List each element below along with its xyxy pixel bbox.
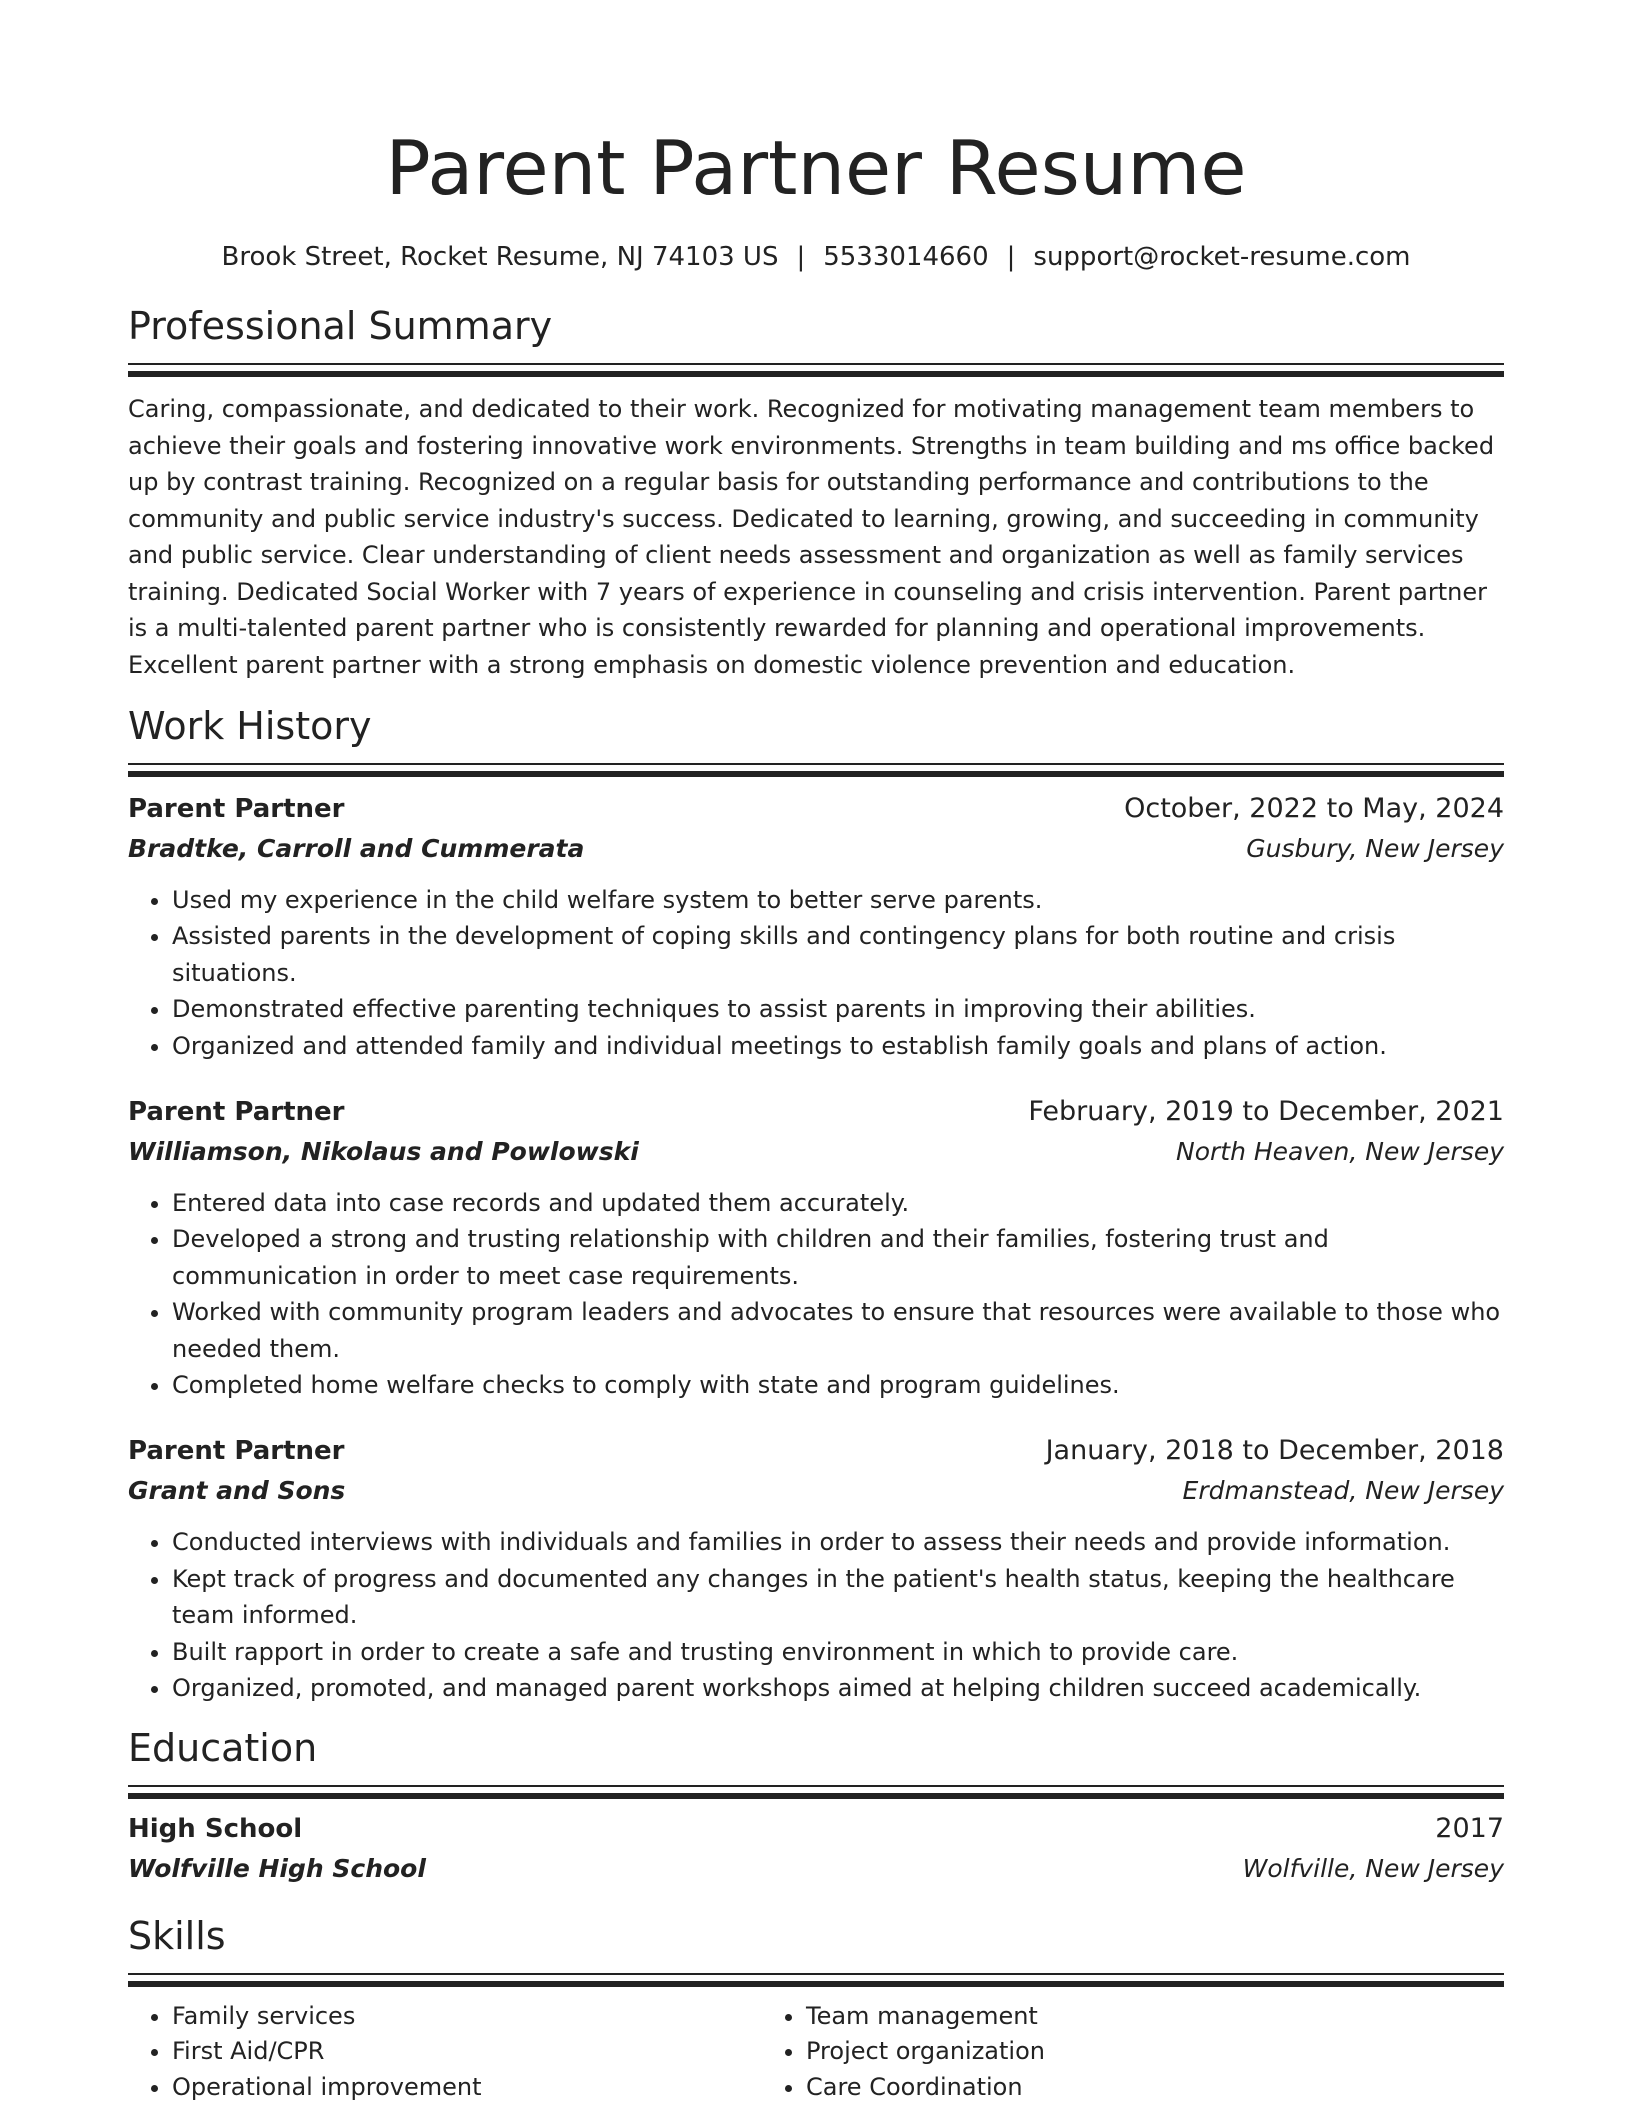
contact-phone: 5533014660 (823, 242, 989, 272)
education-entry (128, 1809, 1504, 1889)
section-heading-education: Education (128, 1725, 318, 1770)
work-history-section (128, 703, 1504, 1707)
section-heading-summary: Professional Summary (128, 304, 553, 348)
list-item: • Entered data into case records and updated them accurately. (172, 1185, 1504, 1221)
job-dates: February, 2019 to December, 2021 (1028, 1096, 1504, 1128)
contact-email: support@rocket-resume.com (1033, 242, 1411, 272)
education-header (128, 1809, 1504, 1849)
contact-separator: | (796, 242, 806, 272)
skills-list-right (762, 1999, 1396, 2106)
list-item: • Demonstrated effective parenting techniques to assist parents in improving their abilities. (172, 991, 1504, 1027)
job-dates: January, 2018 to December, 2018 (1045, 1435, 1504, 1467)
job-title: Parent Partner (128, 1097, 345, 1128)
job-bullets (128, 882, 1504, 1064)
skills-list-left (128, 1999, 762, 2106)
job-title: Parent Partner (128, 1436, 345, 1467)
list-item: • First Aid/CPR (172, 2034, 762, 2070)
job-bullets (128, 1524, 1504, 1706)
job-header (128, 1092, 1504, 1132)
education-school: Wolfville High School (128, 1853, 426, 1883)
list-item: • Developed a strong and trusting relationship with children and their families, fostering trust and communication in order to meet case requirements. (172, 1221, 1504, 1294)
job-company: Bradtke, Carroll and Cummerata (128, 834, 585, 863)
skills-section (128, 1913, 1504, 2106)
list-item: • Organized and attended family and individual meetings to establish family goals and plans of action. (172, 1028, 1504, 1064)
list-item: • Conducted interviews with individuals and families in order to assess their needs and provide information. (172, 1524, 1504, 1560)
education-degree: High School (128, 1813, 303, 1844)
job-entry (128, 789, 1504, 1064)
list-item: • Project organization (806, 2034, 1396, 2070)
job-header (128, 789, 1504, 829)
job-location: North Heaven, New Jersey (1176, 1137, 1504, 1167)
job-header (128, 1431, 1504, 1471)
list-item: • Care Coordination (806, 2070, 1396, 2106)
education-subheader (128, 1849, 1504, 1889)
education-section (128, 1725, 1504, 1889)
job-entry (128, 1431, 1504, 1706)
summary-section (128, 303, 1504, 683)
education-year: 2017 (1435, 1812, 1504, 1844)
contact-separator: | (1006, 242, 1016, 272)
education-location: Wolfville, New Jersey (1242, 1853, 1504, 1883)
list-item: • Kept track of progress and documented any changes in the patient's health status, keeping the healthcare team informed. (172, 1561, 1504, 1634)
job-dates: October, 2022 to May, 2024 (1124, 793, 1504, 824)
list-item: • Assisted parents in the development of coping skills and contingency plans for both routine and crisis situations. (172, 918, 1504, 991)
section-divider (128, 1973, 1504, 1983)
job-subheader (128, 1132, 1504, 1172)
list-item: • Built rapport in order to create a safe and trusting environment in which to provide care. (172, 1634, 1504, 1670)
job-entry (128, 1092, 1504, 1403)
list-item: • Organized, promoted, and managed parent workshops aimed at helping children succeed academically. (172, 1670, 1504, 1706)
contact-line (128, 240, 1504, 274)
resume-title: Parent Partner Resume (385, 124, 1247, 212)
list-item: • Operational improvement (172, 2070, 762, 2106)
job-subheader (128, 1471, 1504, 1511)
job-location: Gusbury, New Jersey (1246, 834, 1504, 863)
section-divider (128, 1785, 1504, 1795)
job-location: Erdmanstead, New Jersey (1182, 1476, 1504, 1506)
section-divider (128, 363, 1504, 373)
list-item: • Team management (806, 1999, 1396, 2035)
list-item: • Used my experience in the child welfare system to better serve parents. (172, 882, 1504, 918)
contact-address: Brook Street, Rocket Resume, NJ 74103 US (221, 242, 779, 272)
list-item: • Family services (172, 1999, 762, 2035)
job-title: Parent Partner (128, 794, 345, 824)
section-heading-skills: Skills (128, 1913, 226, 1958)
job-company: Williamson, Nikolaus and Powlowski (128, 1137, 639, 1167)
job-company: Grant and Sons (128, 1476, 346, 1506)
summary-text: Caring, compassionate, and dedicated to their work. Recognized for motivating management team members to achieve their goals and fostering innovative work environments. Strengths in team building and ms office backed up by contrast training. Recognized on a regular basis for outstanding performance and contributions to the community and public service industry's success. Dedicated to learning, growing, and succeeding in community and public service. Clear understanding of client needs assessment and organization as well as family services training. Dedicated Social Worker with 7 years of experience in counseling and crisis intervention. Parent partner is a multi-talented parent partner who is consistently rewarded for planning and operational improvements. Excellent parent partner with a strong emphasis on domestic violence prevention and education. (128, 395, 1495, 679)
section-divider (128, 763, 1504, 773)
skills-columns (128, 1999, 1504, 2106)
job-bullets (128, 1185, 1504, 1403)
section-heading-work: Work History (128, 704, 372, 748)
job-subheader (128, 829, 1504, 869)
list-item: • Completed home welfare checks to comply with state and program guidelines. (172, 1367, 1504, 1403)
list-item: • Worked with community program leaders and advocates to ensure that resources were available to those who needed them. (172, 1294, 1504, 1367)
